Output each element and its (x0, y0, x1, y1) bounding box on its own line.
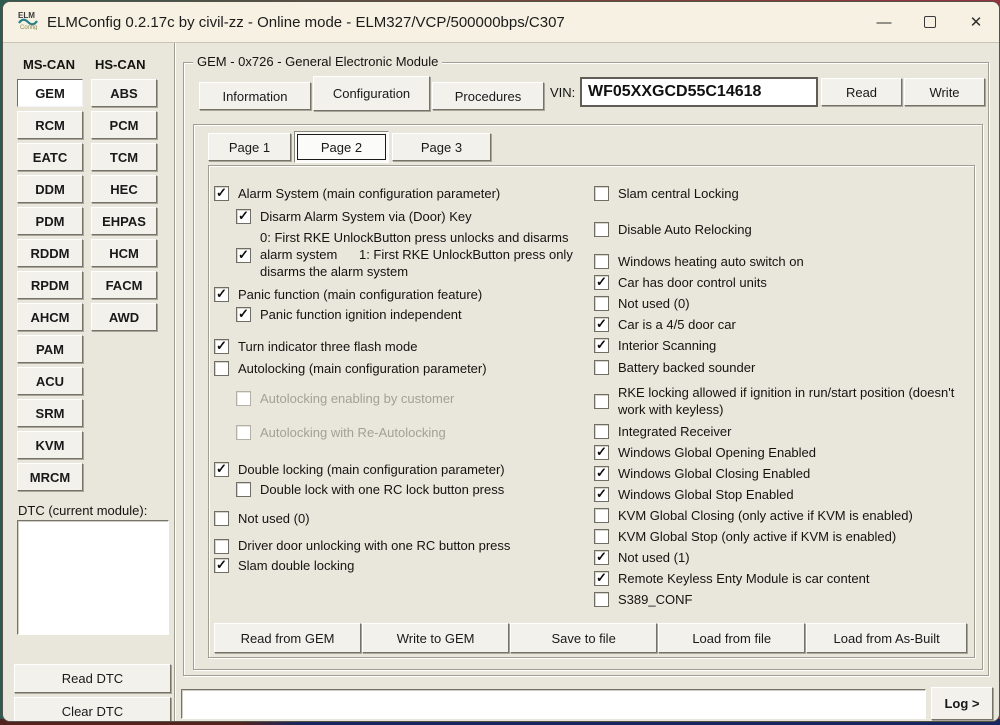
config-right-column (594, 185, 970, 608)
ms-can-column (17, 79, 83, 491)
checkbox-label: KVM Global Stop (only active if KVM is enabled) (618, 529, 897, 544)
sidebar-item-pam[interactable]: PAM (17, 335, 83, 363)
checkbox-label: Turn indicator three flash mode (238, 339, 418, 354)
right-checkbox-row[interactable] (594, 591, 970, 608)
right-checkbox-row[interactable] (594, 528, 970, 545)
sidebar-item-ehpas[interactable]: EHPAS (91, 207, 157, 235)
right-checkbox-row[interactable] (594, 570, 970, 587)
hs-can-column (91, 79, 157, 331)
gem-actions-row (214, 623, 967, 653)
close-icon[interactable]: ✕ (953, 2, 999, 42)
sidebar-item-ddm[interactable]: DDM (17, 175, 83, 203)
right-checkbox-row[interactable] (594, 444, 970, 461)
right-checkbox-row[interactable] (594, 549, 970, 566)
app-window (2, 1, 1000, 722)
checkbox-label: Not used (0) (618, 296, 690, 311)
checkbox-checked-icon[interactable] (594, 571, 609, 586)
right-checkbox-row[interactable] (594, 465, 970, 482)
checkbox-checked-icon[interactable] (236, 209, 251, 224)
client-area (3, 43, 999, 721)
sidebar-item-abs[interactable]: ABS (91, 79, 157, 107)
checkbox-label: Windows Global Opening Enabled (618, 445, 817, 460)
right-checkbox-row[interactable] (594, 423, 970, 440)
sidebar-item-kvm[interactable]: KVM (17, 431, 83, 459)
checkbox-unchecked-icon[interactable] (214, 539, 229, 554)
sidebar-item-hec[interactable]: HEC (91, 175, 157, 203)
checkbox-checked-icon[interactable] (594, 445, 609, 460)
right-checkbox-row[interactable] (594, 253, 970, 270)
sidebar-item-rcm[interactable]: RCM (17, 111, 83, 139)
checkbox-checked-icon[interactable] (594, 317, 609, 332)
tab-page-1[interactable]: Page 1 (208, 133, 291, 161)
checkbox-label: Windows heating auto switch on (618, 254, 804, 269)
tab-page-2[interactable]: Page 2 (294, 131, 389, 163)
checkbox-label: Not used (0) (238, 511, 310, 526)
checkbox-label: Panic function ignition independent (260, 307, 462, 322)
checkbox-unchecked-icon (236, 425, 251, 440)
save-to-file-button[interactable]: Save to file (510, 623, 657, 653)
sidebar-item-pdm[interactable]: PDM (17, 207, 83, 235)
checkbox-checked-icon[interactable] (214, 287, 229, 302)
tab-information[interactable]: Information (199, 82, 311, 110)
checkbox-unchecked-icon[interactable] (594, 424, 609, 439)
checkbox-label: Autolocking with Re-Autolocking (260, 425, 446, 440)
checkbox-checked-icon[interactable] (594, 487, 609, 502)
checkbox-unchecked-icon[interactable] (594, 296, 609, 311)
gem-group-title: GEM - 0x726 - General Electronic Module (193, 54, 442, 69)
right-checkbox-row[interactable] (594, 359, 970, 376)
config-left-column (214, 185, 586, 574)
checkbox-label: Interior Scanning (618, 338, 717, 353)
left-checkbox-row[interactable] (214, 306, 586, 323)
read-dtc-button[interactable]: Read DTC (14, 664, 171, 693)
hs-can-header: HS-CAN (95, 57, 146, 72)
command-input[interactable] (181, 689, 926, 719)
sidebar-item-acu[interactable]: ACU (17, 367, 83, 395)
checkbox-unchecked-icon[interactable] (594, 360, 609, 375)
sidebar-item-rpdm[interactable]: RPDM (17, 271, 83, 299)
checkbox-checked-icon[interactable] (594, 338, 609, 353)
right-checkbox-row[interactable] (594, 221, 970, 238)
left-checkbox-row[interactable] (214, 537, 586, 554)
checkbox-label: Remote Keyless Enty Module is car content (618, 571, 870, 586)
checkbox-label: Windows Global Closing Enabled (618, 466, 811, 481)
sidebar-item-mrcm[interactable]: MRCM (17, 463, 83, 491)
left-checkbox-row[interactable] (214, 338, 586, 355)
checkbox-label: Panic function (main configuration feature) (238, 287, 483, 302)
checkbox-unchecked-icon[interactable] (594, 186, 609, 201)
checkbox-label: Disable Auto Relocking (618, 222, 752, 237)
checkbox-label: Car has door control units (618, 275, 767, 290)
checkbox-label: Autolocking (main configuration parameter) (238, 361, 487, 376)
checkbox-label: Battery backed sounder (618, 360, 756, 375)
svg-text:Config: Config (20, 24, 38, 30)
read-from-gem-button[interactable]: Read from GEM (214, 623, 361, 653)
left-checkbox-row (214, 424, 586, 441)
checkbox-checked-icon[interactable] (236, 248, 251, 263)
checkbox-checked-icon[interactable] (594, 275, 609, 290)
load-from-as-built-button[interactable]: Load from As-Built (806, 623, 967, 653)
sidebar-item-srm[interactable]: SRM (17, 399, 83, 427)
checkbox-label: Slam double locking (238, 558, 355, 573)
right-checkbox-row[interactable] (594, 337, 970, 354)
write-to-gem-button[interactable]: Write to GEM (362, 623, 509, 653)
tab-procedures[interactable]: Procedures (432, 82, 544, 110)
checkbox-label: 0: First RKE UnlockButton press unlocks and disarms alarm system 1: First RKE UnlockButton press only disarms the alarm system (260, 230, 577, 279)
checkbox-checked-icon[interactable] (214, 462, 229, 477)
right-checkbox-row[interactable] (594, 185, 970, 202)
checkbox-label: Car is a 4/5 door car (618, 317, 736, 332)
config-panel (208, 165, 975, 658)
sidebar-item-hcm[interactable]: HCM (91, 239, 157, 267)
checkbox-label: Autolocking enabling by customer (260, 391, 455, 406)
load-from-file-button[interactable]: Load from file (658, 623, 805, 653)
sidebar-item-tcm[interactable]: TCM (91, 143, 157, 171)
left-checkbox-row[interactable] (214, 286, 586, 303)
checkbox-unchecked-icon[interactable] (214, 511, 229, 526)
vin-label: VIN: (550, 85, 576, 100)
checkbox-checked-icon[interactable] (236, 307, 251, 322)
left-checkbox-row[interactable] (214, 185, 586, 202)
maximize-glyph (924, 16, 936, 28)
sidebar-item-awd[interactable]: AWD (91, 303, 157, 331)
window-title: ELMConfig 0.2.17c by civil-zz - Online mode - ELM327/VCP/500000bps/C307 (47, 13, 565, 31)
checkbox-unchecked-icon[interactable] (236, 482, 251, 497)
left-checkbox-row[interactable] (214, 208, 586, 225)
checkbox-checked-icon[interactable] (214, 186, 229, 201)
left-checkbox-row[interactable] (214, 557, 586, 574)
left-checkbox-row[interactable] (214, 510, 586, 527)
sidebar-item-facm[interactable]: FACM (91, 271, 157, 299)
left-checkbox-row[interactable] (214, 360, 586, 377)
log-toggle-button[interactable]: Log > (931, 687, 993, 720)
checkbox-unchecked-icon[interactable] (214, 361, 229, 376)
vin-read-button[interactable]: Read (821, 78, 902, 106)
checkbox-checked-icon[interactable] (214, 558, 229, 573)
checkbox-unchecked-icon[interactable] (594, 394, 609, 409)
sidebar-item-ahcm[interactable]: AHCM (17, 303, 83, 331)
checkbox-label: Integrated Receiver (618, 424, 732, 439)
checkbox-label: Driver door unlocking with one RC button press (238, 538, 511, 553)
sidebar-item-eatc[interactable]: EATC (17, 143, 83, 171)
sidebar-item-rddm[interactable]: RDDM (17, 239, 83, 267)
checkbox-label: S389_CONF (618, 592, 693, 607)
checkbox-label: RKE locking allowed if ignition in run/start position (doesn't work with keyless) (618, 385, 958, 417)
ms-can-header: MS-CAN (23, 57, 75, 72)
vin-write-button[interactable]: Write (904, 78, 985, 106)
checkbox-label: Windows Global Stop Enabled (618, 487, 794, 502)
sidebar-item-gem[interactable]: GEM (17, 79, 83, 107)
svg-text:ELM: ELM (18, 10, 35, 20)
checkbox-unchecked-icon[interactable] (594, 529, 609, 544)
clear-dtc-button[interactable]: Clear DTC (14, 697, 171, 722)
dtc-listbox[interactable] (17, 520, 169, 635)
minimize-icon[interactable]: — (861, 2, 907, 42)
sidebar-item-pcm[interactable]: PCM (91, 111, 157, 139)
right-checkbox-row[interactable] (594, 316, 970, 333)
checkbox-checked-icon[interactable] (594, 550, 609, 565)
right-checkbox-row[interactable] (594, 486, 970, 503)
right-checkbox-row[interactable] (594, 507, 970, 524)
tab-configuration[interactable]: Configuration (313, 76, 430, 111)
title-bar (3, 2, 999, 43)
right-checkbox-row[interactable] (594, 384, 970, 418)
tab-page-3[interactable]: Page 3 (392, 133, 491, 161)
dtc-label: DTC (current module): (18, 503, 148, 518)
checkbox-label: Slam central Locking (618, 186, 739, 201)
maximize-icon[interactable] (907, 2, 953, 42)
left-checkbox-row[interactable] (214, 481, 586, 498)
checkbox-label: Double locking (main configuration parameter) (238, 462, 505, 477)
checkbox-label: KVM Global Closing (only active if KVM is enabled) (618, 508, 913, 523)
right-checkbox-row[interactable] (594, 295, 970, 312)
left-checkbox-row (214, 390, 586, 407)
checkbox-checked-icon[interactable] (214, 339, 229, 354)
checkbox-label: Alarm System (main configuration parameter) (238, 186, 501, 201)
checkbox-label: Not used (1) (618, 550, 690, 565)
left-checkbox-row[interactable] (214, 229, 586, 280)
checkbox-unchecked-icon[interactable] (594, 508, 609, 523)
checkbox-unchecked-icon[interactable] (594, 592, 609, 607)
checkbox-unchecked-icon[interactable] (594, 254, 609, 269)
checkbox-unchecked-icon[interactable] (594, 222, 609, 237)
checkbox-unchecked-icon (236, 391, 251, 406)
checkbox-label: Double lock with one RC lock button press (260, 482, 505, 497)
app-icon (17, 10, 39, 35)
checkbox-checked-icon[interactable] (594, 466, 609, 481)
sidebar-divider (174, 43, 176, 721)
right-checkbox-row[interactable] (594, 274, 970, 291)
checkbox-label: Disarm Alarm System via (Door) Key (260, 209, 472, 224)
vin-input[interactable] (580, 77, 818, 107)
left-checkbox-row[interactable] (214, 461, 586, 478)
